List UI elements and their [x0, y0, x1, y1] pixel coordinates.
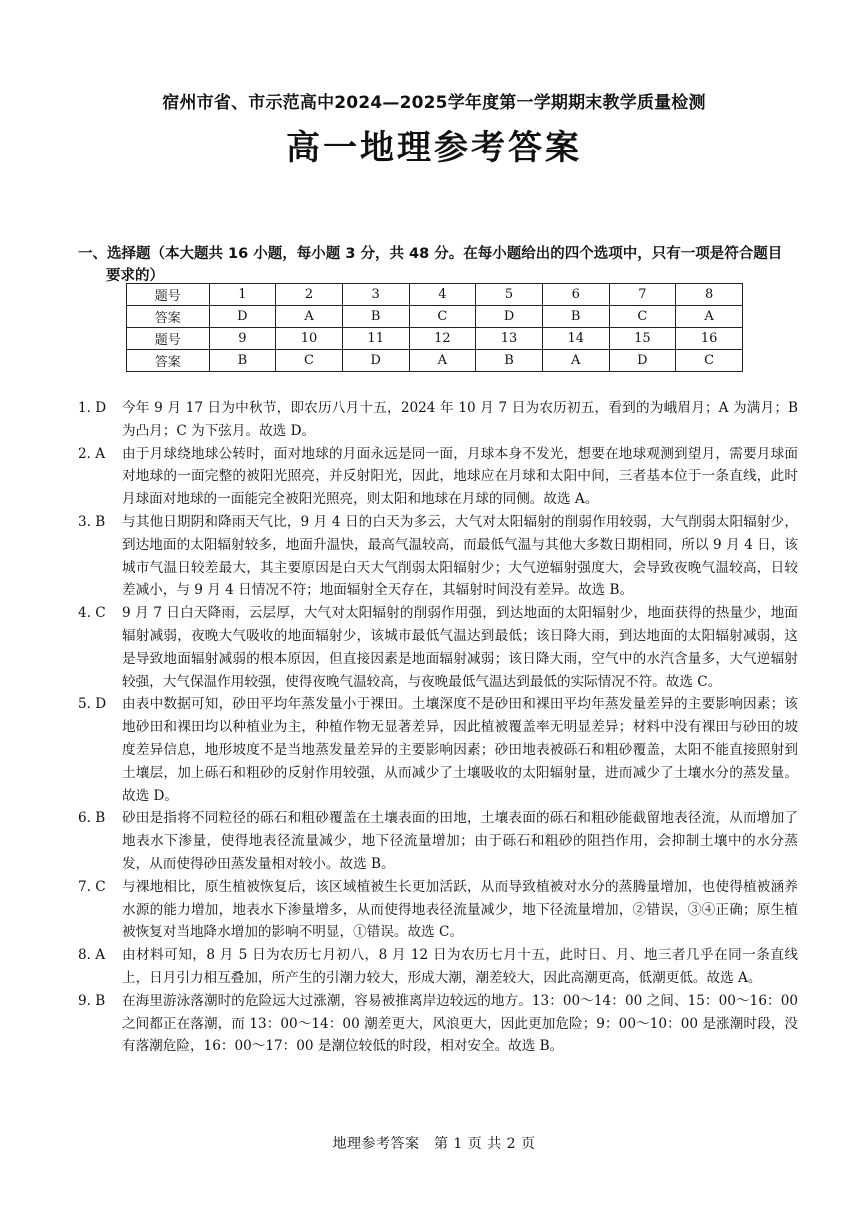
table-cell: C	[609, 306, 676, 328]
table-cell: 10	[276, 328, 343, 350]
table-row	[127, 350, 743, 372]
question-number: 6. B	[78, 810, 106, 827]
table-cell: 13	[476, 328, 543, 350]
table-cell: 11	[342, 328, 409, 350]
table-cell: C	[276, 350, 343, 372]
table-cell: C	[409, 306, 476, 328]
table-cell: 12	[409, 328, 476, 350]
question-number: 4. C	[78, 605, 106, 622]
question-number: 9. B	[78, 992, 106, 1009]
table-cell: B	[209, 350, 276, 372]
table-cell: 4	[409, 284, 476, 306]
section-heading	[78, 243, 798, 287]
explanation-text: 由表中数据可知，砂田平均年蒸发量小于裸田。土壤深度不是砂田和裸田平均年蒸发量差异的主要影响因素；该地砂田和裸田均以种植业为主，种植作物无显著差异，因此植被覆盖率无明显差异；材料中没有裸田与砂田的坡度差异信息，地形坡度不是当地蒸发量差异的主要影响因素；砂田地表被砾石和粗砂覆盖，太阳不能直接照射到土壤层，加上砾石和粗砂的反射作用较强，从而减少了土壤吸收的太阳辐射量，进而减少了土壤水分的蒸发量。故选 D。	[122, 696, 798, 804]
exam-subtitle: 宿州市省、市示范高中2024—2025学年度第一学期期末教学质量检测	[162, 93, 706, 113]
table-header-cell: 题号	[127, 284, 210, 306]
table-cell: 9	[209, 328, 276, 350]
table-header-cell: 题号	[127, 328, 210, 350]
question-number: 3. B	[78, 513, 106, 530]
page-title: 高一地理参考答案	[286, 128, 582, 168]
page-footer: 地理参考答案 第 1 页 共 2 页	[332, 1136, 536, 1152]
table-cell: 5	[476, 284, 543, 306]
explanation-text: 由于月球绕地球公转时，面对地球的月面永远是同一面，月球本身不发光，想要在地球观测到望月，需要月球面对地球的一面完整的被阳光照亮，并反射阳光，因此，地球应在月球和太阳中间，三者基本位于一条直线，此时月球面对地球的一面能完全被阳光照亮，则太阳和地球在月球的同侧。故选 A。	[122, 445, 798, 508]
question-number: 8. A	[78, 947, 106, 964]
table-row	[127, 284, 743, 306]
explanation-text: 砂田是指将不同粒径的砾石和粗砂覆盖在土壤表面的田地，土壤表面的砾石和粗砂能截留地表径流，从而增加了地表水下渗量，使得地表径流量减少，地下径流量增加；由于砾石和粗砂的阻挡作用，会抑制土壤中的水分蒸发，从而使得砂田蒸发量相对较小。故选 B。	[122, 810, 798, 872]
explanation-item	[78, 602, 798, 693]
explanation-item	[78, 876, 798, 944]
table-cell: B	[542, 306, 609, 328]
table-cell: 6	[542, 284, 609, 306]
table-cell: 3	[342, 284, 409, 306]
explanation-text: 与裸地相比，原生植被恢复后，该区域植被生长更加活跃，从而导致植被对水分的蒸腾量增加，也使得植被涵养水源的能力增加，地表水下渗量增多，从而使得地表径流量减少，地下径流量增加，②错误，③④正确；原生植被恢复对当地降水增加的影响不明显，①错误。故选 C。	[122, 878, 798, 941]
table-row	[127, 328, 743, 350]
table-cell: A	[409, 350, 476, 372]
answer-table	[126, 283, 743, 372]
table-cell: D	[342, 350, 409, 372]
explanation-text: 与其他日期阴和降雨天气比，9 月 4 日的白天为多云，大气对太阳辐射的削弱作用较弱，大气削弱太阳辐射少，到达地面的太阳辐射较多，地面升温快，最高气温较高，而最低气温与其他大多数日期相同，所以 9 月 4 日，该城市气温日较差最大，其主要原因是白天大气削弱太阳辐射少；大气逆辐射强度大，会导致夜晚气温较高，日较差减小，与 9 月 4 日情况不符；地面辐射全天存在，其辐射时间没有差异。故选 B。	[122, 513, 798, 599]
explanation-item	[78, 693, 798, 807]
table-header-cell: 答案	[127, 306, 210, 328]
table-cell: 2	[276, 284, 343, 306]
question-number: 1. D	[78, 400, 107, 416]
table-cell: 8	[676, 284, 743, 306]
explanation-text: 在海里游泳落潮时的危险远大过涨潮，容易被推离岸边较远的地方。13：00～14：00 之间、15：00～16：00 之间都正在落潮，而 13：00～14：00 潮差更大，风浪更大，因此更加危险；9：00～10：00 是涨潮时段，没有落潮危险，16：00～17：00 是潮位较低的时段，相对安全。故选 B。	[122, 992, 798, 1055]
table-cell: D	[609, 350, 676, 372]
table-cell: A	[676, 306, 743, 328]
table-cell: 14	[542, 328, 609, 350]
explanation-item	[78, 443, 798, 511]
table-row	[127, 306, 743, 328]
table-header-cell: 答案	[127, 350, 210, 372]
explanation-item	[78, 990, 798, 1058]
question-number: 2. A	[78, 445, 106, 462]
table-cell: B	[476, 350, 543, 372]
explanation-list	[78, 397, 798, 1058]
table-cell: D	[476, 306, 543, 328]
table-cell: 1	[209, 284, 276, 306]
question-number: 7. C	[78, 878, 106, 895]
table-cell: A	[276, 306, 343, 328]
section-heading-line2: 要求的）	[106, 268, 164, 284]
table-cell: C	[676, 350, 743, 372]
explanation-text: 9 月 7 日白天降雨，云层厚，大气对太阳辐射的削弱作用强，到达地面的太阳辐射少，地面获得的热量少，地面辐射减弱，夜晚大气吸收的地面辐射少，该城市最低气温达到最低；该日降大雨，到达地面的太阳辐射减弱，这是导致地面辐射减弱的根本原因，但直接因素是地面辐射减弱；该日降大雨，空气中的水汽含量多，大气逆辐射较强，大气保温作用较强，使得夜晚气温较高，与夜晚最低气温达到最低的实际情况不符。故选 C。	[122, 605, 798, 690]
question-number: 5. D	[78, 696, 107, 713]
explanation-item	[78, 397, 798, 443]
section-heading-line1: 一、选择题（本大题共 16 小题，每小题 3 分，共 48 分。在每小题给出的四个选项中，只有一项是符合题目	[78, 246, 783, 262]
table-cell: B	[342, 306, 409, 328]
explanation-item	[78, 807, 798, 875]
explanation-item	[78, 511, 798, 602]
table-cell: 7	[609, 284, 676, 306]
table-cell: A	[542, 350, 609, 372]
table-cell: 15	[609, 328, 676, 350]
explanation-text: 今年 9 月 17 日为中秋节，即农历八月十五，2024 年 10 月 7 日为农历初五，看到的为峨眉月；A 为满月；B 为凸月；C 为下弦月。故选 D。	[122, 400, 798, 439]
table-cell: 16	[676, 328, 743, 350]
explanation-item	[78, 944, 798, 990]
explanation-text: 由材料可知，8 月 5 日为农历七月初八，8 月 12 日为农历七月十五，此时日、月、地三者几乎在同一条直线上，日月引力相互叠加，所产生的引潮力较大，形成大潮，潮差较大，因此高潮更高，低潮更低。故选 A。	[122, 947, 798, 986]
table-cell: D	[209, 306, 276, 328]
